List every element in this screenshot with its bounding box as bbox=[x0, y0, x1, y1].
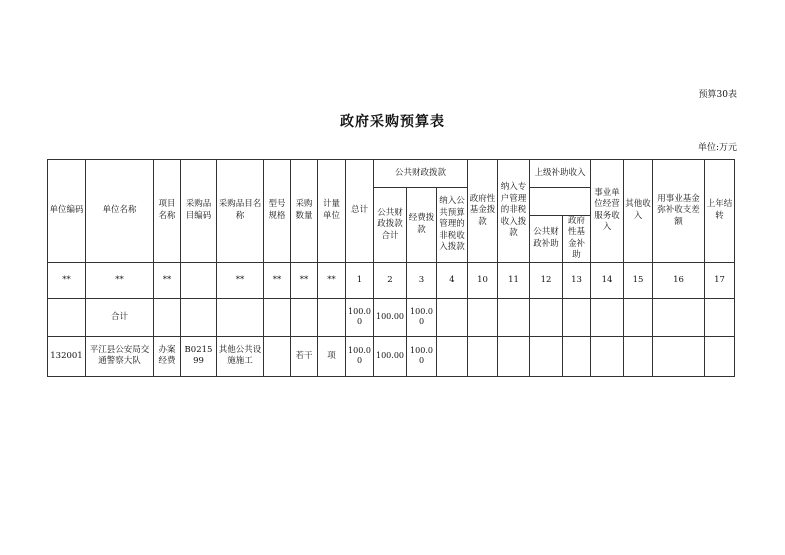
procurement-budget-table bbox=[47, 159, 735, 377]
subtotal-operating-funds: 100.00 bbox=[407, 298, 437, 336]
header-non-tax: 纳入公共预算管理的非税收入拨款 bbox=[437, 188, 468, 263]
row-operating-funds: 100.00 bbox=[407, 336, 437, 376]
header-unit-name: 单位名称 bbox=[86, 160, 154, 263]
page-title: 政府采购预算表 bbox=[340, 114, 445, 130]
subtotal-row bbox=[48, 298, 735, 336]
row-public-finance-total: 100.00 bbox=[374, 336, 407, 376]
form-number: 预算30表 bbox=[698, 90, 737, 100]
table-row bbox=[48, 336, 735, 376]
header-gov-fund: 政府性基金拨款 bbox=[468, 160, 498, 263]
index-cell: 12 bbox=[530, 262, 563, 298]
index-cell: 15 bbox=[624, 262, 653, 298]
row-project-name: 办案经费 bbox=[154, 336, 181, 376]
index-cell: ** bbox=[217, 262, 264, 298]
header-quantity: 采购数量 bbox=[291, 160, 318, 263]
index-cell: 1 bbox=[346, 262, 374, 298]
header-public-finance: 公共财政拨款 bbox=[374, 160, 468, 188]
header-prior-year: 上年结转 bbox=[705, 160, 735, 263]
index-cell: 10 bbox=[468, 262, 498, 298]
index-cell: 14 bbox=[591, 262, 624, 298]
unit-label: 单位:万元 bbox=[697, 143, 737, 153]
header-superior-subsidy: 上级补助收入 bbox=[530, 160, 591, 188]
header-special-non-tax: 纳入专户管理的非税收入拨款 bbox=[498, 160, 530, 263]
row-item-code: B021599 bbox=[181, 336, 217, 376]
header-model: 型号规格 bbox=[264, 160, 291, 263]
index-cell: ** bbox=[264, 262, 291, 298]
index-cell: 3 bbox=[407, 262, 437, 298]
subtotal-label: 合计 bbox=[86, 298, 154, 336]
index-cell: 4 bbox=[437, 262, 468, 298]
row-quantity: 若干 bbox=[291, 336, 318, 376]
header-measure-unit: 计量单位 bbox=[318, 160, 346, 263]
row-total: 100.00 bbox=[346, 336, 374, 376]
header-public-finance-subsidy: 公共财政补助 bbox=[530, 216, 563, 263]
header-public-finance-total: 公共财政拨款合计 bbox=[374, 188, 407, 263]
index-cell: ** bbox=[318, 262, 346, 298]
header-item-name: 采购品目名称 bbox=[217, 160, 264, 263]
index-cell: ** bbox=[154, 262, 181, 298]
index-cell: 13 bbox=[563, 262, 591, 298]
index-cell: ** bbox=[48, 262, 86, 298]
header-unit-code: 单位编码 bbox=[48, 160, 86, 263]
row-measure-unit: 项 bbox=[318, 336, 346, 376]
header-subsidy-spacer bbox=[530, 188, 591, 216]
subtotal-public-finance-total: 100.00 bbox=[374, 298, 407, 336]
header-other-income: 其他收入 bbox=[624, 160, 653, 263]
index-cell: 2 bbox=[374, 262, 407, 298]
index-cell: ** bbox=[291, 262, 318, 298]
index-cell bbox=[181, 262, 217, 298]
header-total: 总计 bbox=[346, 160, 374, 263]
subtotal-total: 100.00 bbox=[346, 298, 374, 336]
header-operating-funds: 经费拨款 bbox=[407, 188, 437, 263]
header-gov-fund-subsidy: 政府性基金补助 bbox=[563, 216, 591, 263]
index-cell: 17 bbox=[705, 262, 735, 298]
header-business-income: 事业单位经营服务收入 bbox=[591, 160, 624, 263]
row-unit-name: 平江县公安局交通警察大队 bbox=[86, 336, 154, 376]
header-fund-balance: 用事业基金弥补收支差额 bbox=[653, 160, 705, 263]
header-item-code: 采购品目编码 bbox=[181, 160, 217, 263]
header-project-name: 项目名称 bbox=[154, 160, 181, 263]
index-cell: 11 bbox=[498, 262, 530, 298]
row-model bbox=[264, 336, 291, 376]
index-cell: ** bbox=[86, 262, 154, 298]
index-cell: 16 bbox=[653, 262, 705, 298]
index-row bbox=[48, 262, 735, 298]
row-unit-code: 132001 bbox=[48, 336, 86, 376]
row-item-name: 其他公共设施施工 bbox=[217, 336, 264, 376]
